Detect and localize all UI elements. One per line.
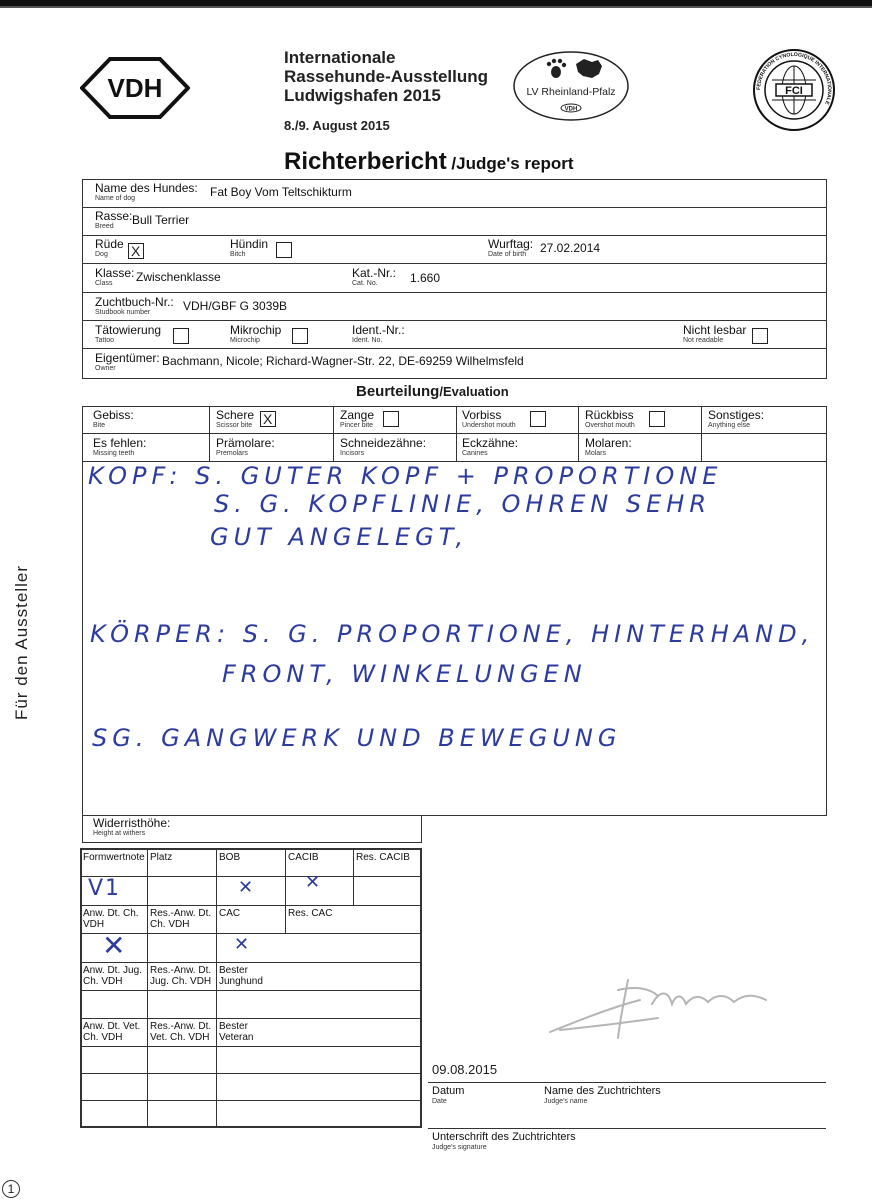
dob-value: 27.02.2014 xyxy=(540,241,601,255)
divider xyxy=(82,235,827,236)
handwritten-line-5: FRONT, WINKELUNGEN xyxy=(222,660,587,688)
divider xyxy=(216,848,217,1128)
bester-junghund-label: Bester Junghund xyxy=(219,965,263,987)
bitch-label: Hündin Bitch xyxy=(230,237,269,258)
report-title-sub: /Judge's report xyxy=(446,154,574,173)
class-value: Zwischenklasse xyxy=(136,270,221,284)
handwritten-line-3: GUT ANGELEGT, xyxy=(210,523,469,551)
dog-checkbox[interactable] xyxy=(128,243,144,259)
divider xyxy=(428,1128,826,1129)
overshot-checkbox[interactable] xyxy=(649,411,665,427)
fci-logo xyxy=(752,48,836,132)
date-label: Datum Date xyxy=(432,1085,465,1105)
owner-value: Bachmann, Nicole; Richard-Wagner-Str. 22, DE-69259 Wilhelmsfeld xyxy=(162,354,524,368)
bester-veteran-label: Bester Veteran xyxy=(219,1021,254,1043)
divider xyxy=(82,320,827,321)
show-title xyxy=(284,48,488,105)
withers-label: Widerristhöhe: Height at withers xyxy=(93,816,171,837)
judge-name-label: Name des Zuchtrichters Judge's name xyxy=(544,1085,661,1105)
date-value: 09.08.2015 xyxy=(432,1062,498,1077)
divider xyxy=(285,905,286,933)
show-title-line-2: Rassehunde-Ausstellung xyxy=(284,67,489,86)
res-cac-label: Res. CAC xyxy=(288,908,333,919)
missing-teeth-label: Es fehlen: Missing teeth xyxy=(93,436,147,457)
scan-top-edge-shadow xyxy=(0,6,872,8)
col-cacib: CACIB xyxy=(288,852,319,863)
catno-value: 1.660 xyxy=(410,271,441,285)
anw-dt-jug-ch-label: Anw. Dt. Jug. Ch. VDH xyxy=(83,965,142,987)
tattoo-checkbox[interactable] xyxy=(173,328,189,344)
tattoo-label: Tätowierung Tattoo xyxy=(95,323,162,344)
cac-label: CAC xyxy=(219,908,241,919)
divider xyxy=(333,406,334,461)
dog-sex-label: Rüde Dog xyxy=(95,237,124,258)
else-label: Sonstiges: Anything else xyxy=(708,408,765,429)
anw-dt-vet-ch-label: Anw. Dt. Vet. Ch. VDH xyxy=(83,1021,141,1043)
studbook-value: VDH/GBF G 3039B xyxy=(183,299,288,313)
dog-name-label: Name des Hundes: Name of dog xyxy=(95,181,198,202)
report-title-main: Richterbericht xyxy=(284,148,447,175)
bite-label: Gebiss: Bite xyxy=(93,408,134,429)
col-bob: BOB xyxy=(219,852,241,863)
cac-cross-mark: ✕ xyxy=(234,934,250,955)
scissor-checkbox[interactable] xyxy=(260,411,276,427)
res-anw-dt-jug-ch-label: Res.-Anw. Dt. Jug. Ch. VDH xyxy=(150,965,212,987)
divider xyxy=(578,406,579,461)
divider xyxy=(428,1082,826,1083)
handwritten-line-4: KÖRPER: S. G. PROPORTIONE, HINTERHAND, xyxy=(90,620,815,648)
divider xyxy=(456,406,457,461)
vdh-logo-text: VDH xyxy=(107,73,163,103)
microchip-label: Mikrochip Microchip xyxy=(230,323,282,344)
report-title xyxy=(284,148,574,176)
catno-label: Kat.-Nr.: Cat. No. xyxy=(352,266,397,287)
divider xyxy=(80,905,422,906)
page-number: 1 xyxy=(2,1180,20,1198)
col-formwertnote: Formwertnote xyxy=(83,852,145,863)
premolars-label: Prämolare: Premolars xyxy=(216,436,275,457)
divider xyxy=(80,1046,422,1047)
owner-label: Eigentümer: Owner xyxy=(95,351,160,372)
divider xyxy=(80,1100,422,1101)
show-date: 8./9. August 2015 xyxy=(284,118,390,133)
scissor-label: Schere Scissor bite xyxy=(216,408,255,429)
microchip-checkbox[interactable] xyxy=(292,328,308,344)
anw-dt-ch-cross-mark: ✕ xyxy=(102,929,126,962)
undershot-label: Vorbiss Undershot mouth xyxy=(462,408,516,429)
col-res-cacib: Res. CACIB xyxy=(356,852,410,863)
fci-ring-text: FEDERATION CYNOLOGIQUE INTERNATIONALE xyxy=(755,51,833,106)
show-title-line-3: Ludwigshafen 2015 xyxy=(284,86,441,105)
cacib-cross-mark: ✕ xyxy=(305,872,321,893)
grade-value: V1 xyxy=(88,876,122,901)
breed-label: Rasse: Breed xyxy=(95,209,133,230)
signature-label: Unterschrift des Zuchtrichters Judge's signature xyxy=(432,1131,576,1151)
pincer-checkbox[interactable] xyxy=(383,411,399,427)
divider xyxy=(80,933,422,934)
divider xyxy=(82,433,827,434)
lv-logo-text: LV Rheinland-Pfalz xyxy=(526,86,616,98)
pincer-label: Zange Pincer bite xyxy=(340,408,375,429)
side-label: Für den Aussteller xyxy=(12,564,31,720)
class-label: Klasse: Class xyxy=(95,266,135,287)
vdh-logo xyxy=(80,55,190,121)
handwritten-line-1: KOPF: S. GUTER KOPF + PROPORTIONE xyxy=(88,462,723,490)
show-title-line-1: Internationale xyxy=(284,48,396,67)
dog-name-value: Fat Boy Vom Teltschikturm xyxy=(210,185,352,199)
evaluation-title: Beurteilung/Evaluation xyxy=(356,383,509,400)
bob-cross-mark: ✕ xyxy=(238,877,254,898)
divider xyxy=(209,406,210,461)
divider xyxy=(82,207,827,208)
ident-label: Ident.-Nr.: Ident. No. xyxy=(352,323,405,344)
dob-label: Wurftag: Date of birth xyxy=(488,237,534,258)
breed-value: Bull Terrier xyxy=(132,213,190,227)
divider xyxy=(80,990,422,991)
divider xyxy=(80,1073,422,1074)
divider xyxy=(82,348,827,349)
judge-signature xyxy=(540,960,790,1050)
divider xyxy=(80,1018,422,1019)
divider xyxy=(701,406,702,461)
divider xyxy=(82,292,827,293)
anw-dt-ch-label: Anw. Dt. Ch. VDH xyxy=(83,908,139,930)
studbook-label: Zuchtbuch-Nr.: Studbook number xyxy=(95,295,174,316)
handwritten-line-6: SG. GANGWERK UND BEWEGUNG xyxy=(92,724,622,752)
not-readable-checkbox[interactable] xyxy=(752,328,768,344)
not-readable-label: Nicht lesbar Not readable xyxy=(683,323,747,344)
res-anw-dt-ch-label: Res.-Anw. Dt. Ch. VDH xyxy=(150,908,212,930)
res-anw-dt-vet-ch-label: Res.-Anw. Dt. Vet. Ch. VDH xyxy=(150,1021,212,1043)
canines-label: Eckzähne: Canines xyxy=(462,436,519,457)
undershot-checkbox[interactable] xyxy=(530,411,546,427)
bitch-checkbox[interactable] xyxy=(276,242,292,258)
incisors-label: Schneidezähne: Incisors xyxy=(340,436,427,457)
divider xyxy=(82,263,827,264)
fci-logo-text: FCI xyxy=(785,85,803,97)
molars-label: Molaren: Molars xyxy=(585,436,632,457)
lv-logo-badge: VDH xyxy=(564,106,578,113)
handwritten-line-2: S. G. KOPFLINIE, OHREN SEHR xyxy=(214,490,711,518)
lv-rheinland-pfalz-logo xyxy=(512,50,630,122)
divider xyxy=(80,962,422,963)
overshot-label: Rückbiss Overshot mouth xyxy=(585,408,635,429)
col-platz: Platz xyxy=(150,852,173,863)
divider xyxy=(147,848,148,1128)
